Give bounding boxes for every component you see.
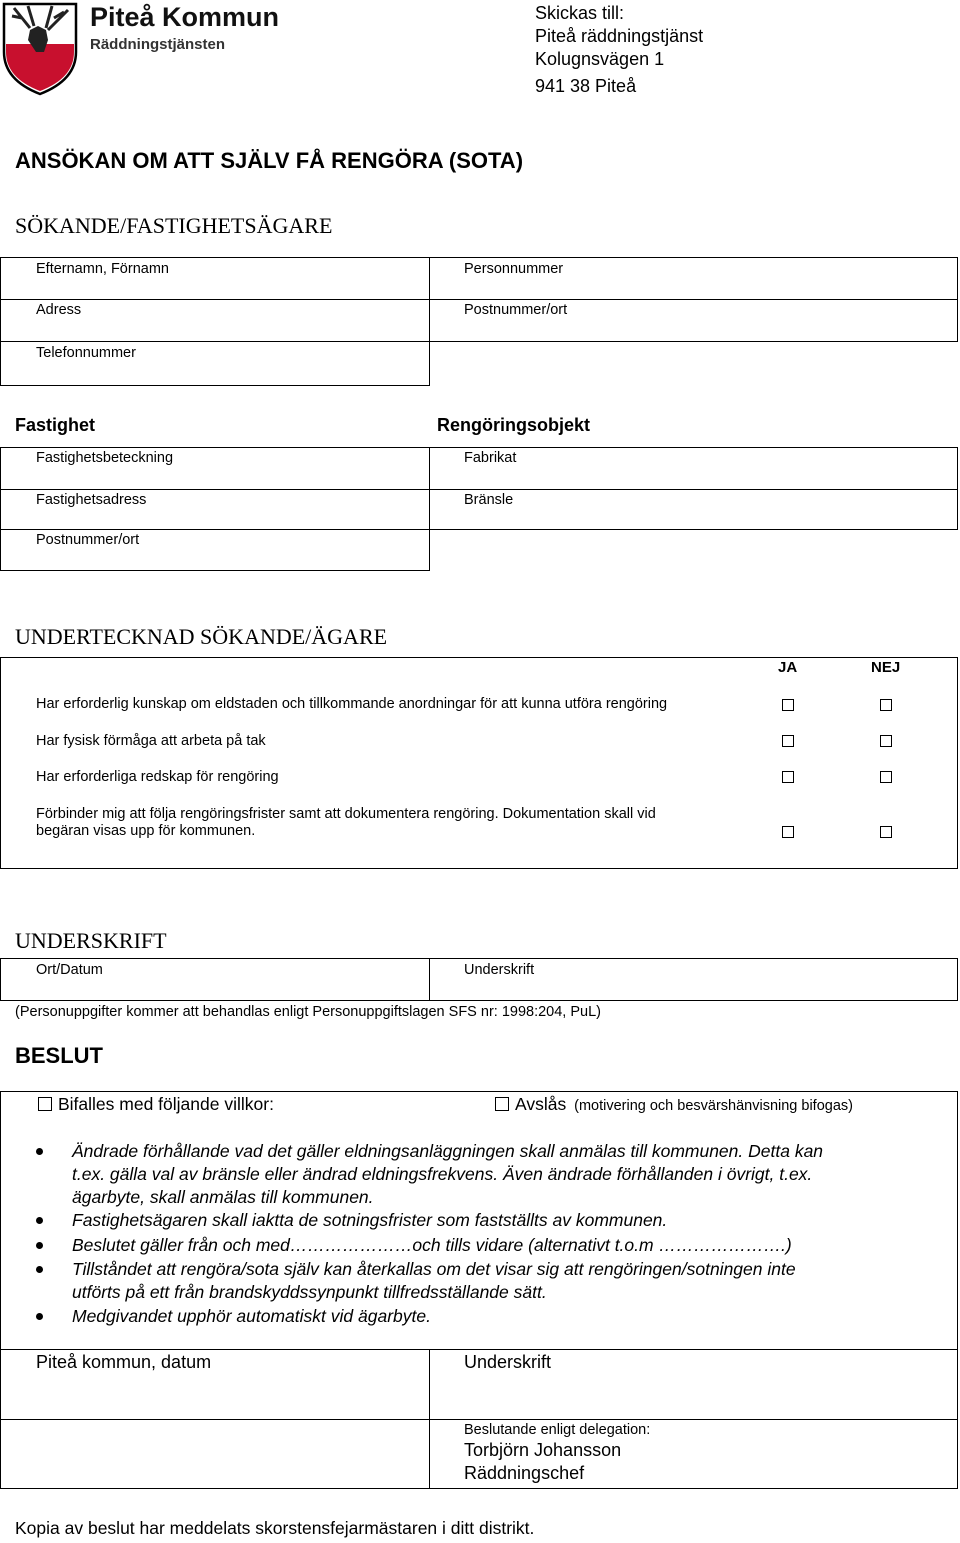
property-address-field[interactable] [1, 490, 429, 529]
postal-label: Postnummer/ort [464, 302, 568, 318]
bullet-icon [36, 1217, 43, 1224]
knowledge-no-checkbox[interactable] [880, 699, 892, 711]
question-commitment-line1: Förbinder mig att följa rengöringsfrister samt att dokumentera rengöring. Dokumentation skall vid [36, 806, 656, 822]
tools-yes-checkbox[interactable] [782, 771, 794, 783]
decision-heading: BESLUT [15, 1043, 103, 1068]
make-field[interactable] [430, 448, 957, 489]
no-header: NEJ [871, 659, 901, 676]
question-commitment-line2: begäran visas upp för kommunen. [36, 823, 256, 839]
logo [0, 0, 290, 96]
bullet-icon [36, 1148, 43, 1155]
decision-date-field[interactable] [1, 1350, 429, 1419]
bullet-icon [36, 1242, 43, 1249]
commitment-no-checkbox[interactable] [880, 826, 892, 838]
make-label: Fabrikat [464, 450, 517, 466]
property-postal-field[interactable] [1, 530, 429, 570]
page-title: ANSÖKAN OM ATT SJÄLV FÅ RENGÖRA (SOTA) [15, 148, 524, 173]
recipient-city: 941 38 Piteå [535, 76, 637, 96]
approve-option[interactable] [38, 1094, 274, 1115]
recipient-block [535, 2, 703, 98]
personal-number-field[interactable] [430, 258, 957, 299]
decision-signature-label: Underskrift [464, 1352, 552, 1372]
condition-3: Beslutet gäller från och med…………………och tills vidare (alternativt t.o.m ………………….) [72, 1235, 792, 1255]
condition-1-line1: Ändrade förhållande vad det gäller eldningsanläggningen skall anmälas till kommunen. Detta kan [72, 1141, 824, 1161]
signer-title: Räddningschef [464, 1463, 585, 1483]
object-heading: Rengöringsobjekt [437, 415, 591, 435]
condition-4-line2: utförts på ett från brandskyddssynpunkt tillfredsställande sätt. [72, 1282, 547, 1302]
bullet-icon [36, 1266, 43, 1273]
address-label: Adress [36, 302, 82, 318]
place-date-field[interactable] [1, 959, 429, 1000]
condition-4 [72, 1258, 796, 1304]
applicant-heading: SÖKANDE/FASTIGHETSÄGARE [15, 213, 333, 238]
recipient-heading: Skickas till: [535, 3, 625, 23]
place-date-label: Ort/Datum [36, 962, 103, 978]
reject-option[interactable] [495, 1094, 853, 1115]
knowledge-yes-checkbox[interactable] [782, 699, 794, 711]
decision-date-blank[interactable] [1, 1420, 429, 1488]
fuel-field[interactable] [430, 490, 957, 529]
personal-number-label: Personnummer [464, 261, 564, 277]
gdpr-note: (Personuppgifter kommer att behandlas enligt Personuppgiftslagen SFS nr: 1998:204, PuL) [15, 1004, 601, 1020]
approve-label: Bifalles med följande villkor: [58, 1094, 274, 1114]
signature-heading: UNDERSKRIFT [15, 928, 167, 953]
decision-date-label: Piteå kommun, datum [36, 1352, 212, 1372]
question-tools: Har erforderliga redskap för rengöring [36, 769, 279, 785]
commitment-yes-checkbox[interactable] [782, 826, 794, 838]
footer-note: Kopia av beslut har meddelats skorstensfejarmästaren i ditt distrikt. [15, 1518, 535, 1538]
name-field[interactable] [1, 258, 429, 299]
property-address-label: Fastighetsadress [36, 492, 147, 508]
delegation-block [464, 1421, 650, 1485]
applicant-signature-field[interactable] [430, 959, 957, 1000]
approve-checkbox[interactable] [38, 1097, 52, 1111]
bullet-icon [36, 1313, 43, 1320]
condition-1 [72, 1140, 823, 1209]
phone-label: Telefonnummer [36, 345, 136, 361]
question-physical: Har fysisk förmåga att arbeta på tak [36, 733, 266, 749]
signer-name: Torbjörn Johansson [464, 1440, 622, 1460]
property-postal-label: Postnummer/ort [36, 532, 140, 548]
condition-4-line1: Tillståndet att rengöra/sota själv kan återkallas om det visar sig att rengöringen/sotningen inte [72, 1259, 796, 1279]
condition-2: Fastighetsägaren skall iaktta de sotningsfrister som fastställts av kommunen. [72, 1210, 668, 1230]
yes-header: JA [778, 659, 798, 676]
phone-field[interactable] [1, 342, 429, 385]
condition-5: Medgivandet upphör automatiskt vid ägarbyte. [72, 1306, 431, 1326]
name-label: Efternamn, Förnamn [36, 261, 169, 277]
delegation-label: Beslutande enligt delegation: [464, 1422, 651, 1438]
dept-name: Räddningstjänsten [90, 36, 226, 53]
tools-no-checkbox[interactable] [880, 771, 892, 783]
reject-label: Avslås [515, 1094, 567, 1114]
coat-of-arms-icon [0, 0, 80, 96]
property-heading: Fastighet [15, 415, 96, 435]
fuel-label: Bränsle [464, 492, 514, 508]
applicant-signature-label: Underskrift [464, 962, 535, 978]
property-designation-label: Fastighetsbeteckning [36, 450, 174, 466]
physical-no-checkbox[interactable] [880, 735, 892, 747]
condition-1-line3: ägarbyte, skall anmälas till kommunen. [72, 1187, 374, 1207]
reject-note: (motivering och besvärshänvisning bifogas) [574, 1098, 853, 1114]
decision-signature-field[interactable] [430, 1350, 957, 1419]
postal-field[interactable] [430, 300, 957, 341]
recipient-street: Kolugnsvägen 1 [535, 49, 665, 69]
address-field[interactable] [1, 300, 429, 341]
recipient-name: Piteå räddningstjänst [535, 26, 704, 46]
property-designation-field[interactable] [1, 448, 429, 489]
org-name: Piteå Kommun [90, 2, 280, 32]
signed-heading: UNDERTECKNAD SÖKANDE/ÄGARE [15, 624, 388, 649]
condition-1-line2: t.ex. gälla val av bränsle eller ändrad eldningsfrekvens. Även ändrade förhållanden i övrigt, t.ex. [72, 1164, 813, 1184]
question-knowledge: Har erforderlig kunskap om eldstaden och tillkommande anordningar för att kunna utföra rengöring [36, 696, 668, 712]
reject-checkbox[interactable] [495, 1097, 509, 1111]
physical-yes-checkbox[interactable] [782, 735, 794, 747]
